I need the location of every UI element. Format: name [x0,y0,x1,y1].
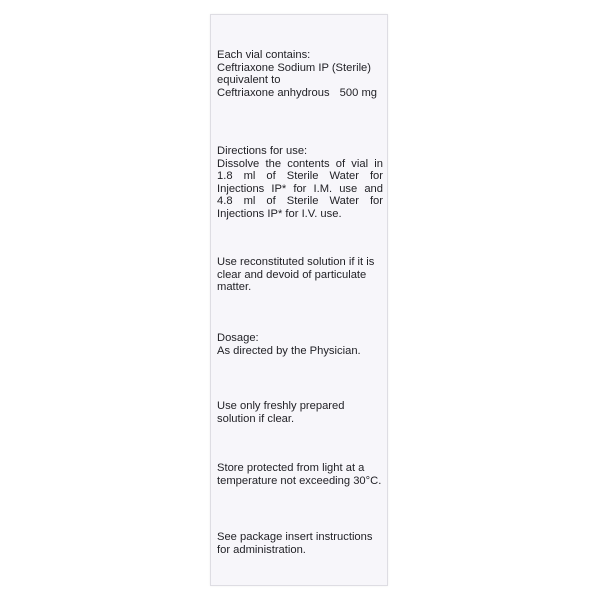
fresh-solution-line: solution if clear. [217,412,295,425]
storage-section [217,462,383,487]
composition-active-name: Ceftriaxone anhydrous [217,86,330,99]
directions-line: Injections IP* for I.V. use. [217,207,342,220]
composition-quantity: 500 mg [339,86,377,99]
composition-equivalent: equivalent to [217,74,281,87]
package-insert-section [217,531,383,556]
dosage-heading: Dosage: [217,332,259,344]
directions-line: 1.8 ml of Sterile Water for [217,170,383,183]
dosage-section [217,332,383,357]
storage-line: Store protected from light at a [217,462,365,474]
composition-strength-row [217,87,383,100]
reconstitution-section [217,256,383,294]
composition-ingredient: Ceftriaxone Sodium IP (Sterile) [217,61,371,74]
directions-line: Dissolve the contents of vial in [217,157,383,170]
reconstitution-line: matter. [217,281,252,294]
directions-line: Injections IP* for I.M. use and [217,182,383,195]
directions-section [217,145,383,221]
package-insert-line: See package insert instructions [217,531,373,543]
dosage-text: As directed by the Physician. [217,344,361,357]
composition-section [217,49,383,99]
directions-heading: Directions for use: [217,145,308,157]
composition-heading: Each vial contains: [217,49,311,61]
fresh-solution-line: Use only freshly prepared [217,400,345,412]
storage-line: temperature not exceeding 30°C. [217,474,382,487]
directions-line: 4.8 ml of Sterile Water for [217,195,383,208]
fresh-solution-section [217,400,383,425]
reconstitution-line: clear and devoid of particulate [217,268,367,281]
carton-side-panel [210,14,388,586]
package-insert-line: for administration. [217,543,306,556]
reconstitution-line: Use reconstituted solution if it is [217,256,375,268]
